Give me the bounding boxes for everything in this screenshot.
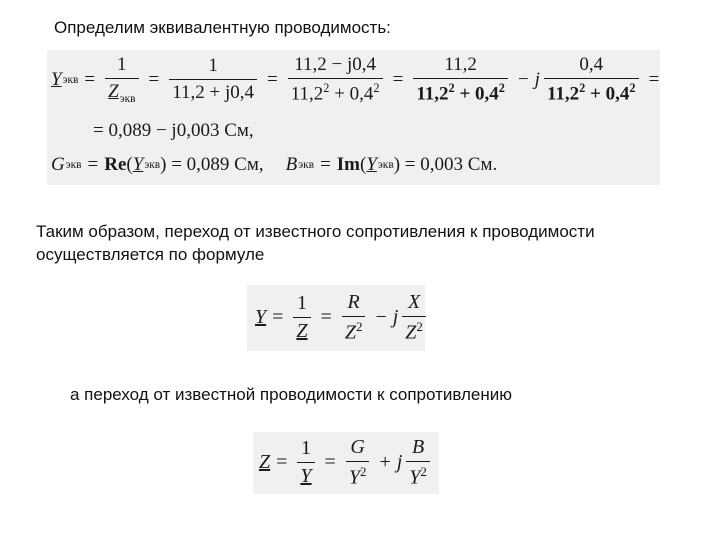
fraction-1-over-impedance: $\frac{1}{11,2 + j0,4}$ <box>169 55 257 104</box>
fraction-imag-part: $\frac{0,4}{11,2^2 + 0,4^2}$ <box>544 54 639 105</box>
formula-block-impedance: Z = $\frac{1}{Y}$ = $\frac{G}{Y^2}$ + j $\frac{B}{Y^2}$ <box>253 432 439 494</box>
fraction-real-part: $\frac{11,2}{11,2^2 + 0,4^2}$ <box>413 54 508 105</box>
paragraph-2: а переход от известной проводимости к сопротивлению <box>70 385 513 404</box>
formula-line-2: = 0,089 − j0,003 См, <box>93 120 254 141</box>
formula-line-1: Y экв = $\frac{1}{Z_{экв}}$ = $\frac{1}{11,2 + j0,4}$ = $\frac{11,2 - j0,4}{11,2^2 + 0,4^2}$ = $\frac{11,2}{11,2^2 + 0,4^2}$ − j $\frac{0,4}{11,2^2 + 0,4^2}$ = <box>51 54 660 106</box>
subscript-ekv: экв <box>62 73 79 86</box>
fraction-conjugate: $\frac{11,2 - j0,4}{11,2^2 + 0,4^2}$ <box>288 54 383 105</box>
paragraph-1-line-2: осуществляется по формуле <box>36 245 265 264</box>
paragraph-1-line-1: Таким образом, переход от известного сопротивления к проводимости <box>36 222 595 241</box>
heading: Определим эквивалентную проводимость: <box>54 18 391 37</box>
formula-block-equivalent-admittance <box>47 50 660 185</box>
symbol-y: Y <box>51 68 62 90</box>
fraction-1-over-z: $\frac{1}{Z_{экв}}$ <box>105 54 138 105</box>
imaginary-j: j <box>534 68 540 90</box>
formula-line-3: G экв = Re ( Y экв ) = 0,089 См, B экв = Im ( Y экв ) = 0,003 См. <box>51 154 498 175</box>
formula-block-admittance: Y = $\frac{1}{Z}$ = $\frac{R}{Z^2}$ − j $\frac{X}{Z^2}$ <box>247 285 425 351</box>
